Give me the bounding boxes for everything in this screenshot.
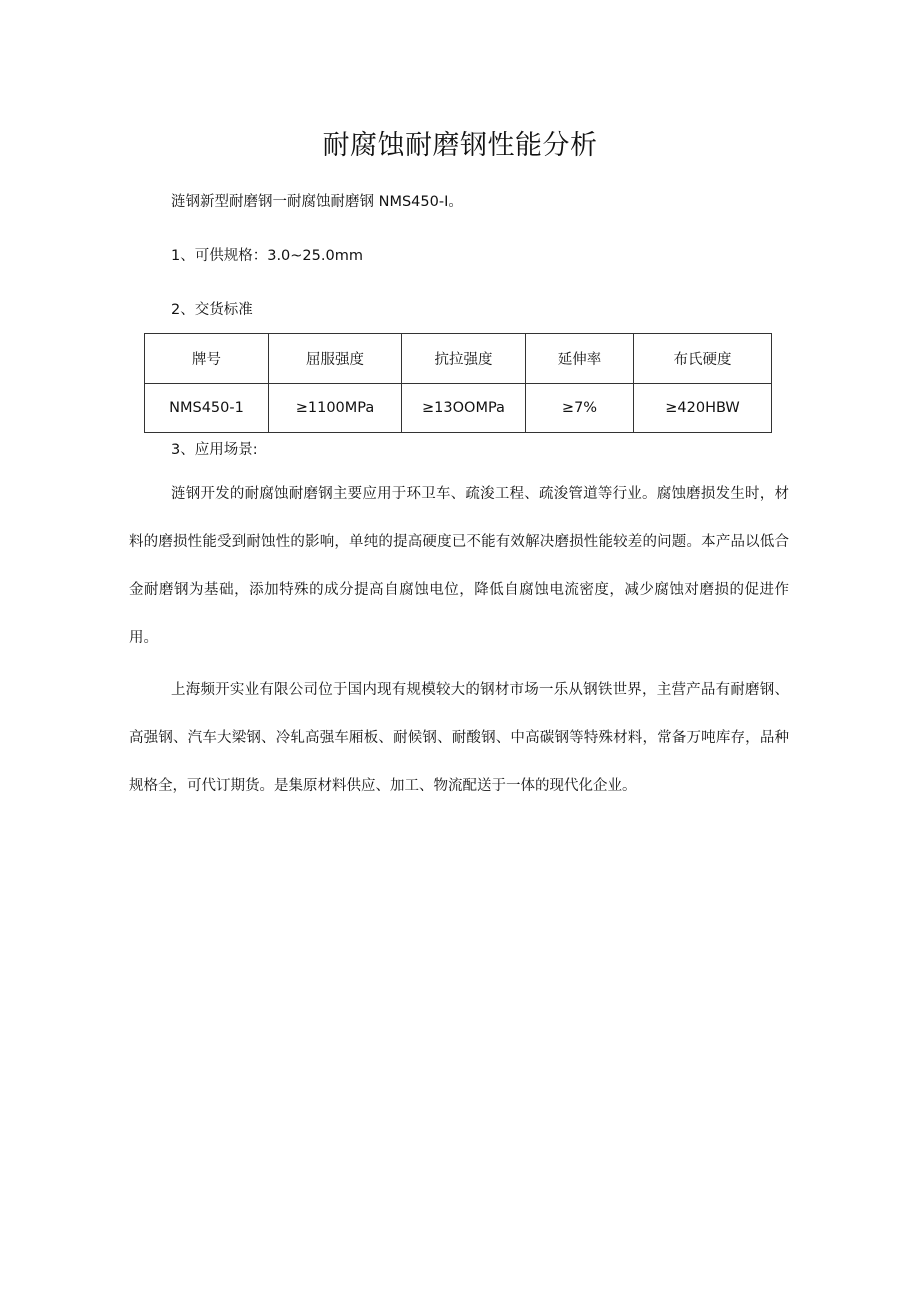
standard-heading: 2、交货标准	[171, 302, 253, 318]
standard-table	[144, 333, 772, 433]
header-elongation: 延伸率	[526, 334, 634, 384]
header-brinell-hardness: 布氏硬度	[634, 334, 772, 384]
application-heading: 3、应用场景:	[171, 442, 258, 458]
header-tensile-strength: 抗拉强度	[402, 334, 526, 384]
header-yield-strength: 屈服强度	[269, 334, 402, 384]
application-paragraph: 涟钢开发的耐腐蚀耐磨钢主要应用于环卫车、疏浚工程、疏浚管道等行业。腐蚀磨损发生时，材料的磨损性能受到耐蚀性的影响，单纯的提高硬度已不能有效解决磨损性能较差的问题。本产品以低合金耐磨钢为基础，添加特殊的成分提高自腐蚀电位，降低自腐蚀电流密度，减少腐蚀对磨损的促进作用。	[129, 486, 789, 646]
intro-line: 涟钢新型耐磨钢一耐腐蚀耐磨钢 NMS450-I。	[171, 194, 463, 210]
cell-yield-strength: ≥1100MPa	[269, 384, 402, 433]
company-paragraph: 上海频开实业有限公司位于国内现有规模较大的钢材市场一乐从钢铁世界，主营产品有耐磨钢、高强钢、汽车大梁钢、冷轧高强车厢板、耐候钢、耐酸钢、中高碳钢等特殊材料，常备万吨库存，品种规格全，可代订期货。是集原材料供应、加工、物流配送于一体的现代化企业。	[129, 682, 789, 794]
cell-grade: NMS450-1	[145, 384, 269, 433]
spec-line: 1、可供规格：3.0~25.0mm	[171, 248, 363, 264]
table-row	[145, 384, 772, 433]
page-title: 耐腐蚀耐磨钢性能分析	[322, 130, 598, 161]
table-header-row	[145, 334, 772, 384]
cell-elongation: ≥7%	[526, 384, 634, 433]
cell-tensile-strength: ≥13OOMPa	[402, 384, 526, 433]
header-grade: 牌号	[145, 334, 269, 384]
cell-brinell-hardness: ≥420HBW	[634, 384, 772, 433]
